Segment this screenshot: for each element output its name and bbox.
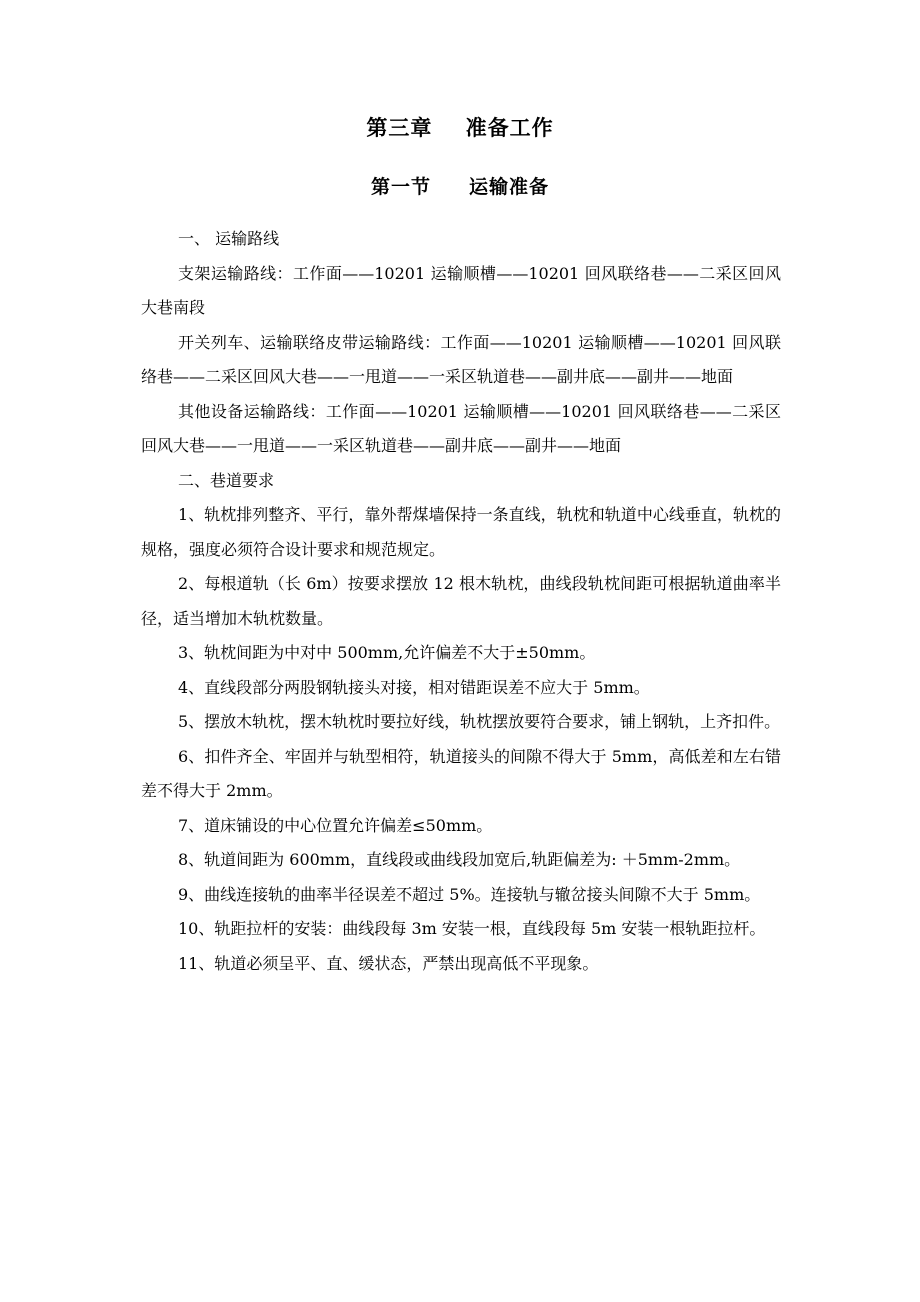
paragraph-support-route: 支架运输路线：工作面——10201 运输顺槽——10201 回风联络巷——二采区回风大巷南段 [141,263,781,317]
requirement-item: 9、曲线连接轨的曲率半径误差不超过 5%。连接轨与辙岔接头间隙不大于 5mm。 [178,884,761,904]
paragraph-switch-train-route: 开关列车、运输联络皮带运输路线：工作面——10201 运输顺槽——10201 回风联络巷——二采区回风大巷——一甩道——一采区轨道巷——副井底——副井——地面 [141,332,781,386]
requirement-item: 11、轨道必须呈平、直、缓状态，严禁出现高低不平现象。 [178,953,599,973]
requirement-item: 1、轨枕排列整齐、平行，靠外帮煤墙保持一条直线，轨枕和轨道中心线垂直，轨枕的规格，强度必须符合设计要求和规范规定。 [141,505,781,559]
requirement-item: 7、道床铺设的中心位置允许偏差≤50mm。 [178,815,493,835]
requirement-item: 3、轨枕间距为中对中 500mm,允许偏差不大于±50mm。 [178,643,596,662]
body-text [141,222,781,981]
requirement-item: 4、直线段部分两股钢轨接头对接，相对错距误差不应大于 5mm。 [178,677,650,697]
chapter-title: 第三章 准备工作 [366,116,554,140]
requirement-item: 8、轨道间距为 600mm，直线段或曲线段加宽后,轨距偏差为: ＋5mm-2mm。 [178,850,741,869]
section-title: 第一节 运输准备 [370,176,550,198]
requirement-item: 2、每根道轨（长 6m）按要求摆放 12 根木轨枕，曲线段轨枕间距可根据轨道曲率半径，适当增加木轨枕数量。 [141,574,781,628]
requirement-item: 10、轨距拉杆的安装：曲线段每 3m 安装一根，直线段每 5m 安装一根轨距拉杆。 [178,919,766,938]
requirement-item: 6、扣件齐全、牢固并与轨型相符，轨道接头的间隙不得大于 5mm，高低差和左右错差不得大于 2mm。 [141,746,781,800]
requirement-item: 5、摆放木轨枕，摆木轨枕时要拉好线，轨枕摆放要符合要求，铺上钢轨，上齐扣件。 [178,712,781,731]
paragraph-other-equipment-route: 其他设备运输路线：工作面——10201 运输顺槽——10201 回风联络巷——二采区回风大巷——一甩道——一采区轨道巷——副井底——副井——地面 [141,401,781,455]
subheading-transport-routes: 一、 运输路线 [178,229,280,248]
subheading-roadway-requirements: 二、巷道要求 [178,470,275,490]
